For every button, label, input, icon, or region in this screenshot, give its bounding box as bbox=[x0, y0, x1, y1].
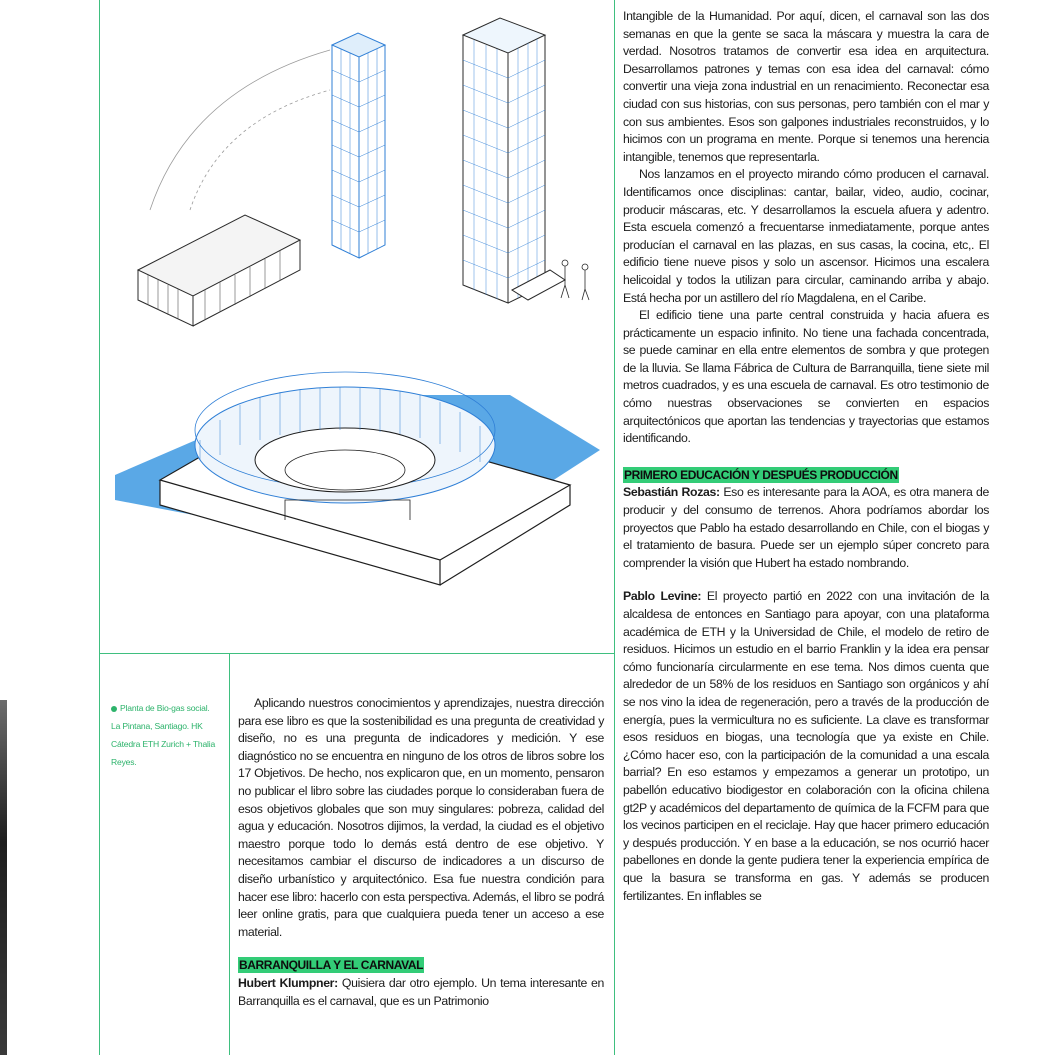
container-drawing bbox=[138, 215, 300, 326]
section-heading: BARRANQUILLA Y EL CARNAVAL bbox=[239, 958, 424, 973]
architecture-illustration bbox=[100, 0, 613, 652]
paragraph: El edificio tiene una parte central construida y hacia afuera es prácticamente un espacio infinito. No tiene una fachada concentrada, se puede caminar en ella entre elementos de sombra y que protegen de la lluvia. Se llama Fábrica de Cultura de Barranquilla, tiene siete mil metros cuadrados, y es una escuela de carnaval. Es otro testimonio de cómo nuestras observaciones se convierten en espacios arquitectónicos que aportan las tendencias y trayectorias que estamos identificando. bbox=[623, 308, 989, 446]
paragraph bbox=[623, 588, 989, 905]
section-rule bbox=[99, 653, 615, 654]
caption-text: Planta de Bio-gas social. La Pintana, Santiago. HK Cátedra ETH Zurich + Thalia Reyes. bbox=[111, 703, 216, 767]
caption-bullet-icon bbox=[111, 706, 117, 712]
column-rule bbox=[229, 653, 230, 1055]
paragraph bbox=[623, 484, 989, 572]
paragraph: Aplicando nuestros conocimientos y aprendizajes, nuestra dirección para ese libro es que la sostenibilidad es una pregunta de creatividad y diseño, no es una pregunta de indicadores y medición. Y ese diagnóstico no se encuentra en ninguno de los otros de libros sobre los 17 Objetivos. De hecho, nos explicaron que, en un momento, pensaron no publicar el libro sobre las ciudades porque lo consideraban fuera de esos objetivos globales que son muy singulares: pobreza, calidad del agua y educación. Nosotros dijimos, la verdad, la ciudad es el objetivo maestro porque todo lo demás está dentro de ese objetivo. Y necesitamos cambiar el discurso de indicadores a un discurso de diseño urbanístico y arquitectónico. Esa fue nuestra condición para hacer ese libro: hacerlo con esta perspectiva. Además, el libro se podrá leer online gratis, para que cualquiera pueda tener un acceso a ese material. bbox=[238, 696, 604, 939]
speaker-name: Sebastián Rozas: bbox=[623, 485, 720, 500]
section-heading: PRIMERO EDUCACIÓN Y DESPUÉS PRODUCCIÓN bbox=[624, 467, 898, 482]
paragraph-text: Eso es interesante para la AOA, es otra manera de producir y del consumo de terrenos. Ahora podríamos abordar los proyectos que Pablo ha estado desarrollando en Chile, con el biogas y el tratamiento de basura. Puede ser un ejemplo súper concreto para comprender la visión que Hubert ha estado nombrando. bbox=[623, 485, 989, 570]
blue-tower bbox=[332, 33, 385, 258]
paragraph bbox=[238, 975, 604, 1010]
figure-caption bbox=[111, 699, 219, 771]
left-column bbox=[238, 695, 604, 1010]
speaker-name: Hubert Klumpner: bbox=[238, 975, 338, 990]
right-column bbox=[623, 8, 989, 905]
tall-tower bbox=[463, 18, 565, 303]
pavilion-drawing bbox=[115, 372, 600, 585]
column-rule bbox=[614, 0, 615, 1055]
speaker-name: Pablo Levine: bbox=[623, 589, 702, 604]
page-edge-shadow bbox=[0, 700, 7, 1055]
paragraph-text: Quisiera dar otro ejemplo. Un tema interesante en Barranquilla es el carnaval, que es un Patrimonio bbox=[238, 975, 605, 1008]
arc-drawing bbox=[150, 50, 330, 210]
paragraph: Intangible de la Humanidad. Por aquí, dicen, el carnaval son las dos semanas en que la gente se saca la máscara y muestra la cara de verdad. Nosotros tratamos de convertir esa idea en arquitectura. Desarrollamos patrones y temas con esa idea del carnaval: cómo convertir una vieja zona industrial en un renacimiento. Reconectar esa ciudad con sus historias, con sus personas, pero también con el mar y con sus ambientes. Esos son galpones industriales reconstruidos, y lo hicimos con un programa en mente. Porque si tenemos una herencia intangible, tenemos que representarla. bbox=[623, 9, 989, 164]
people-figures bbox=[561, 260, 589, 300]
paragraph: Nos lanzamos en el proyecto mirando cómo producen el carnaval. Identificamos once disciplinas: cantar, bailar, video, audio, cocinar, producir máscaras, etc. Y desarrollamos la escuela afuera y adentro. Esta escuela comenzó a frecuentarse inmediatamente, porque antes producían el carnaval en las plazas, en sus casas, la cocina, etc,. El edificio tiene nueve pisos y solo un ascensor. Hicimos una escalera helicoidal y todos la utilizan para circular, caminando arriba y abajo. Está hecha por un astillero del río Magdalena, en el Caribe. bbox=[623, 167, 989, 305]
paragraph-text: El proyecto partió en 2022 con una invitación de la alcaldesa de entonces en Santiago para apoyar, con una plataforma académica de ETH y la Universidad de Chile, el modelo de retiro de residuos. Hicimos un estudio en el barrio Franklin y la idea era pensar cómo funcionaría circularmente en ese tema. Nos dimos cuenta que alrededor de un 58% de los residuos en Santiago son orgánicos y ahí se nos vino la idea de regeneración, pero a través de la producción de energía, pues la vermicultura no es suficiente. La clave es transformar esos residuos en biogas, una tecnología que ya existe en Chile. ¿Cómo hacer eso, con la participación de la comunidad a una escala barrial? En eso estamos y empezamos a generar un prototipo, un pabellón educativo biodigestor en colaboración con la oficina chilena gt2P y académicos del departamento de química de la FCFM para que los vecinos participen en el reciclaje. Hay que hacer primero educación y después producción. Y en base a la educación, se nos ocurrió hacer pabellones en donde la gente pudiera tener la experiencia empírica de que la basura se transforma en gas. Y además se producen fertilizantes. En inflables se bbox=[623, 589, 989, 903]
